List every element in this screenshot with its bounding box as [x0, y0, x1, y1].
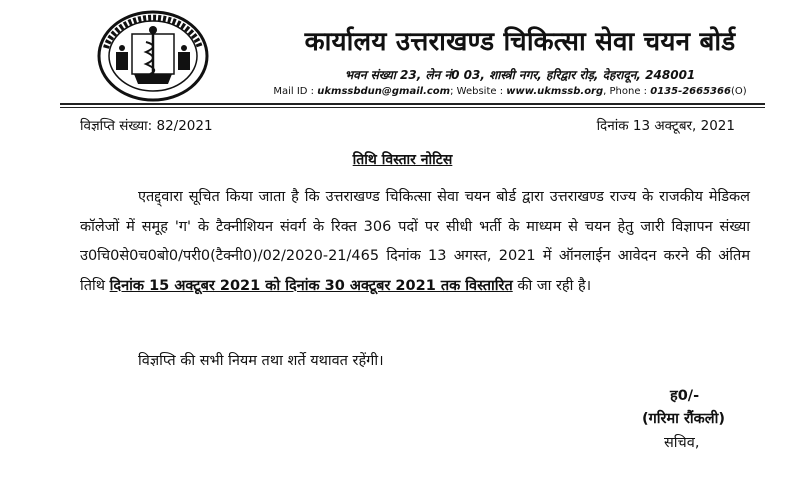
header-divider-thin: [60, 107, 765, 108]
signature-mark: ह0/-: [670, 388, 700, 404]
phone-suffix: (O): [730, 86, 747, 97]
phone-label: , Phone :: [603, 86, 648, 97]
website-label: ; Website :: [450, 86, 504, 97]
extended-date-highlight: दिनांक 15 अक्टूबर 2021 को दिनांक 30 अक्टूबर 2021 तक विस्तारित: [109, 277, 513, 294]
contact-line: [230, 86, 790, 97]
board-emblem-logo: [94, 8, 212, 102]
body-end: की जा रही है।: [517, 277, 592, 294]
notice-number: विज्ञप्ति संख्या: 82/2021: [80, 118, 213, 134]
mail-label: Mail ID :: [273, 86, 315, 97]
office-address: भवन संख्या 23, लेन नं0 03, शास्त्री नगर, हरिद्वार रोड़, देहरादून, 248001: [344, 68, 696, 82]
signatory-name: (गरिमा रौंकली): [642, 411, 725, 427]
terms-note: विज्ञप्ति की सभी नियम तथा शर्ते यथावत रहेंगी।: [138, 353, 384, 369]
mail-id: ukmssbdun@gmail.com: [317, 86, 451, 97]
office-name: कार्यालय उत्तराखण्ड चिकित्सा सेवा चयन बोर्ड: [304, 27, 736, 57]
phone-number: 0135-2665366: [650, 86, 731, 97]
header-divider: [60, 103, 765, 105]
notice-heading: तिथि विस्तार नोटिस: [352, 152, 453, 168]
notice-date: दिनांक 13 अक्टूबर, 2021: [596, 118, 735, 134]
signatory-title: सचिव,: [664, 435, 700, 451]
website: www.ukmssb.org: [506, 86, 604, 97]
notice-body: [80, 183, 750, 301]
body-text: एतद्द्वारा सूचित किया जाता है कि उत्तराखण्ड चिकित्सा सेवा चयन बोर्ड द्वारा उत्तराखण्ड राज्य के राजकीय मेडिकल कॉलेजों में समूह 'ग' के टैक्नीशियन संवर्ग के रिक्त 306 पदों पर सीधी भर्ती के माध्यम से चयन हेतु जारी विज्ञापन संख्या उ0चि0से0च0बो0/परी0(टैक्नी0)/02/2020-21/465 दिनांक 13 अगस्त, 2021 में ऑनलाईन आवेदन करने की अंतिम तिथि: [80, 189, 750, 294]
